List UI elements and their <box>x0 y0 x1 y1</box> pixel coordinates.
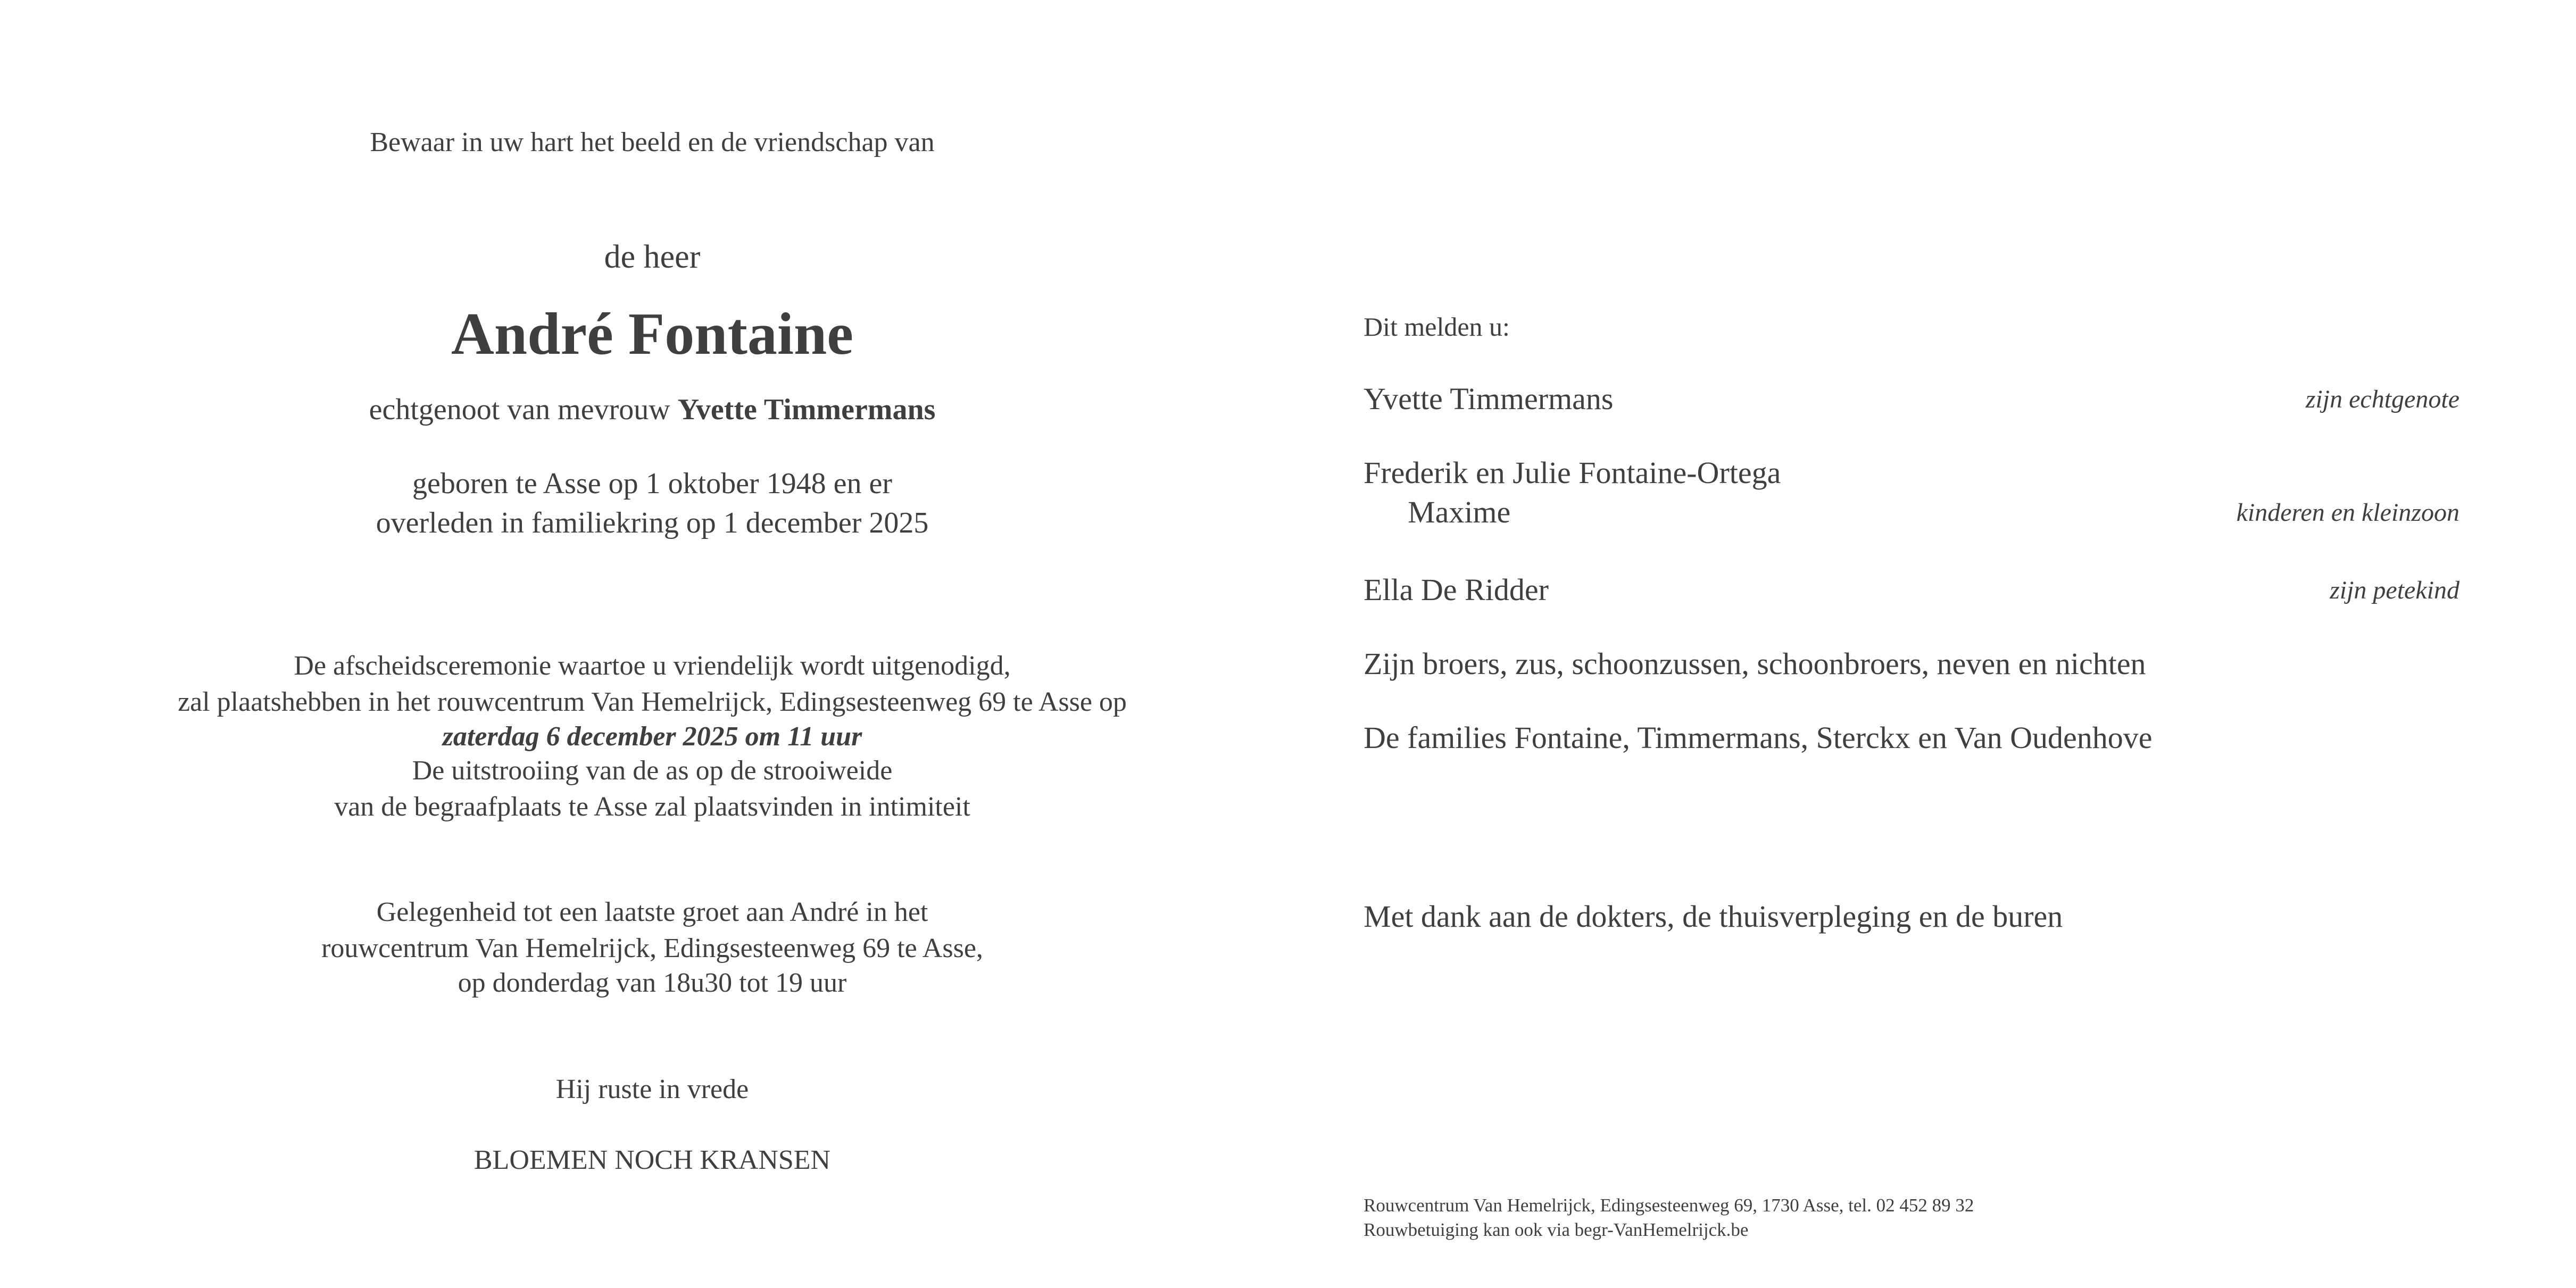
mourner-name: Frederik en Julie Fontaine-Ortega <box>1364 455 1781 490</box>
visitation-line-2: rouwcentrum Van Hemelrijck, Edingsesteenweg 69 te Asse, <box>321 933 983 963</box>
ceremony-line-2: zal plaatshebben in het rouwcentrum Van Hemelrijck, Edingsesteenweg 69 te Asse op <box>178 687 1127 717</box>
no-flowers-note: BLOEMEN NOCH KRANSEN <box>473 1145 831 1175</box>
mourner-name-grandchild: Maxime <box>1408 495 1511 529</box>
intro-text: Bewaar in uw hart het beeld en de vriendschap van <box>370 127 935 157</box>
mourner-name: Ella De Ridder <box>1364 572 1549 607</box>
birth-line: geboren te Asse op 1 oktober 1948 en er <box>412 467 892 500</box>
spouse-line <box>0 393 1304 427</box>
ceremony-line-5: van de begraafplaats te Asse zal plaatsvinden in intimiteit <box>334 792 970 822</box>
mourner-role: zijn petekind <box>2330 576 2459 604</box>
thanks-line: Met dank aan de dokters, de thuisverpleging en de buren <box>1364 899 2063 934</box>
rest-in-peace: Hij ruste in vrede <box>555 1074 749 1104</box>
title-prefix: de heer <box>604 239 701 275</box>
ceremony-line-1: De afscheidsceremonie waartoe u vriendelijk wordt uitgenodigd, <box>294 651 1011 681</box>
families-line: De families Fontaine, Timmermans, Sterckx en Van Oudenhove <box>1364 720 2153 755</box>
ceremony-date: zaterdag 6 december 2025 om 11 uur <box>442 721 862 752</box>
mourner-role: kinderen en kleinzoon <box>2236 498 2459 527</box>
funeral-home-address: Rouwcentrum Van Hemelrijck, Edingsesteenweg 69, 1730 Asse, tel. 02 452 89 32 <box>1364 1195 1974 1216</box>
spouse-prefix: echtgenoot van mevrouw <box>369 393 678 426</box>
condolence-website-note: Rouwbetuiging kan ook via begr-VanHemelrijck.be <box>1364 1219 1749 1240</box>
deceased-name: André Fontaine <box>451 301 853 367</box>
spouse-name: Yvette Timmermans <box>677 393 936 426</box>
visitation-line-1: Gelegenheid tot een laatste groet aan André in het <box>376 897 928 927</box>
ceremony-line-4: De uitstrooiing van de as op de strooiweide <box>412 755 893 786</box>
death-line: overleden in familiekring op 1 december 2025 <box>376 506 929 539</box>
siblings-line: Zijn broers, zus, schoonzussen, schoonbroers, neven en nichten <box>1364 646 2146 681</box>
mourner-name: Yvette Timmermans <box>1364 381 1614 416</box>
visitation-line-3: op donderdag van 18u30 tot 19 uur <box>458 968 847 998</box>
announcers-heading: Dit melden u: <box>1364 312 1510 342</box>
mourner-role: zijn echtgenote <box>2305 385 2459 413</box>
